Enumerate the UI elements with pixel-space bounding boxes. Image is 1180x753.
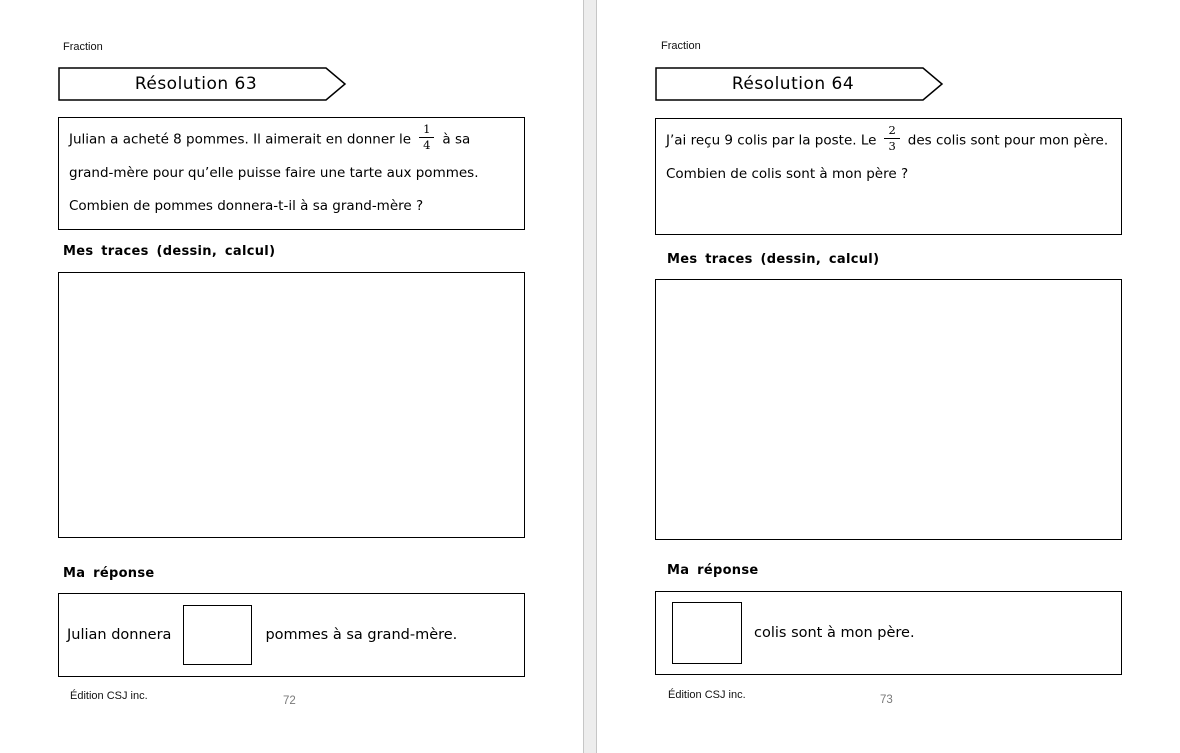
- answer-box: [58, 593, 525, 677]
- answer-write-square: [672, 602, 742, 664]
- answer-text-before: Julian donnera: [67, 627, 172, 643]
- footer-publisher: Édition CSJ inc.: [668, 689, 746, 701]
- traces-box: [58, 272, 525, 538]
- problem-text-after: à sa grand-mère pour qu’elle puisse faire une tarte aux pommes. Combien de pommes donnera-t-il à sa grand-mère ?: [69, 131, 479, 214]
- category-label: Fraction: [661, 40, 701, 52]
- resolution-banner: [58, 67, 348, 101]
- problem-box: [58, 117, 525, 230]
- answer-text-after: colis sont à mon père.: [754, 625, 915, 641]
- footer-publisher: Édition CSJ inc.: [70, 690, 148, 702]
- footer-page-number: 72: [283, 695, 296, 707]
- problem-text: [666, 124, 1111, 191]
- problem-text: [69, 123, 514, 223]
- problem-text-after: des colis sont pour mon père. Combien de colis sont à mon père ?: [666, 132, 1109, 182]
- fraction-numerator: 1: [419, 123, 434, 138]
- resolution-banner: [655, 67, 945, 101]
- answer-box: [655, 591, 1122, 675]
- fraction-denominator: 3: [888, 139, 896, 154]
- traces-label: Mes traces (dessin, calcul): [667, 252, 880, 267]
- answer-write-square: [183, 605, 252, 665]
- page-divider: [583, 0, 597, 753]
- fraction-numerator: 2: [884, 124, 899, 139]
- category-label: Fraction: [63, 41, 103, 53]
- problem-text-before: J’ai reçu 9 colis par la poste. Le: [666, 132, 877, 149]
- fraction: [884, 124, 899, 153]
- traces-label: Mes traces (dessin, calcul): [63, 244, 276, 259]
- fraction: [419, 123, 434, 152]
- traces-box: [655, 279, 1122, 540]
- problem-box: [655, 118, 1122, 235]
- fraction-denominator: 4: [423, 138, 431, 153]
- problem-text-before: Julian a acheté 8 pommes. Il aimerait en donner le: [69, 131, 412, 148]
- footer-page-number: 73: [880, 694, 893, 706]
- answer-label: Ma réponse: [63, 566, 155, 581]
- answer-label: Ma réponse: [667, 563, 759, 578]
- answer-text-after: pommes à sa grand-mère.: [265, 627, 458, 643]
- banner-title: Résolution 64: [731, 74, 855, 94]
- banner-title: Résolution 63: [134, 74, 258, 94]
